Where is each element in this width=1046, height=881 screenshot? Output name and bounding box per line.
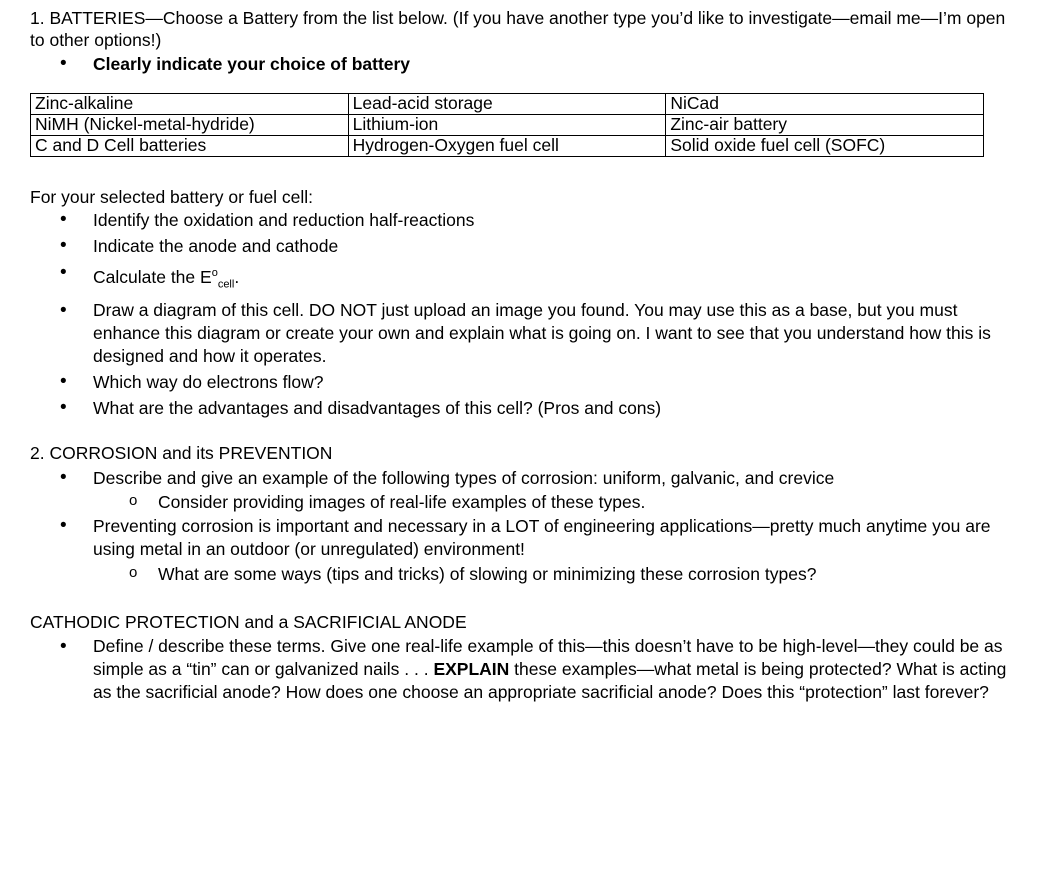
list-item: o What are some ways (tips and tricks) of slowing or minimizing these corrosion types?: [30, 563, 1020, 586]
table-row: [31, 135, 984, 156]
ecell-text: Calculate the E: [93, 266, 212, 287]
battery-table: [30, 93, 984, 157]
document-page: [30, 0, 1020, 704]
list-item: • Define / describe these terms. Give one real-life example of this—this doesn’t have to be high-level—they could be as simple as a “tin” can or galvanized nails . . . EXPLAIN these examples—what metal is being protected? What is acting as the sacrificial anode? How does one choose an appropriate sacrificial anode? Does this “protection” last forever?: [30, 635, 1020, 704]
selected-battery-intro: For your selected battery or fuel cell:: [30, 186, 314, 207]
list-item: • Indicate the anode and cathode: [30, 235, 1020, 258]
battery-choice-instruction: Clearly indicate your choice of battery: [93, 54, 411, 74]
explain-emphasis: EXPLAIN: [433, 658, 510, 679]
table-cell: Lead-acid storage: [348, 93, 666, 114]
section1-task-list: [30, 209, 1020, 420]
table-cell: Zinc-air battery: [666, 114, 984, 135]
ecell-subscript: cell: [217, 277, 235, 290]
table-cell: NiCad: [666, 93, 984, 114]
section2-list: [30, 467, 1020, 586]
list-item: [30, 262, 1020, 296]
list-item: • Draw a diagram of this cell. DO NOT just upload an image you found. You may use this as a base, but you must enhance this diagram or create your own and explain what is going on. I want to see that you understand how this is designed and how it operates.: [30, 299, 1020, 368]
list-item: • Describe and give an example of the following types of corrosion: uniform, galvanic, and crevice o Consider providing images of real-life examples of these types.: [30, 467, 1020, 513]
list-item: • Identify the oxidation and reduction half-reactions: [30, 209, 1020, 232]
list-item: [30, 53, 1020, 76]
table-cell: Solid oxide fuel cell (SOFC): [666, 135, 984, 156]
table-cell: Hydrogen-Oxygen fuel cell: [348, 135, 666, 156]
table-row: [31, 93, 984, 114]
section1-heading: 1. BATTERIES—Choose a Battery from the list below. (If you have another type you’d like to investigate—email me—I’m open to other options!): [30, 8, 1006, 50]
table-row: [31, 114, 984, 135]
table-cell: C and D Cell batteries: [31, 135, 349, 156]
ecell-superscript: o: [211, 266, 218, 279]
list-item: • Which way do electrons flow?: [30, 371, 1020, 394]
section2-sublist: [30, 491, 1020, 514]
list-item: • Preventing corrosion is important and necessary in a LOT of engineering applications—pretty much anytime you are using metal in an outdoor (or unregulated) environment! o What are some ways (tips and tricks) of slowing or minimizing these corrosion types?: [30, 515, 1020, 586]
section2-heading: 2. CORROSION and its PREVENTION: [30, 443, 333, 464]
list-item: • What are the advantages and disadvantages of this cell? (Pros and cons): [30, 397, 1020, 420]
ecell-period: .: [234, 266, 240, 287]
section1-bold-list: [30, 53, 1020, 76]
section3-list: [30, 635, 1020, 704]
section3-heading: CATHODIC PROTECTION and a SACRIFICIAL ANODE: [30, 611, 467, 632]
section2-sublist: [30, 563, 1020, 586]
table-cell: NiMH (Nickel-metal-hydride): [31, 114, 349, 135]
table-cell: Lithium-ion: [348, 114, 666, 135]
list-item: o Consider providing images of real-life examples of these types.: [30, 491, 1020, 514]
table-cell: Zinc-alkaline: [31, 93, 349, 114]
